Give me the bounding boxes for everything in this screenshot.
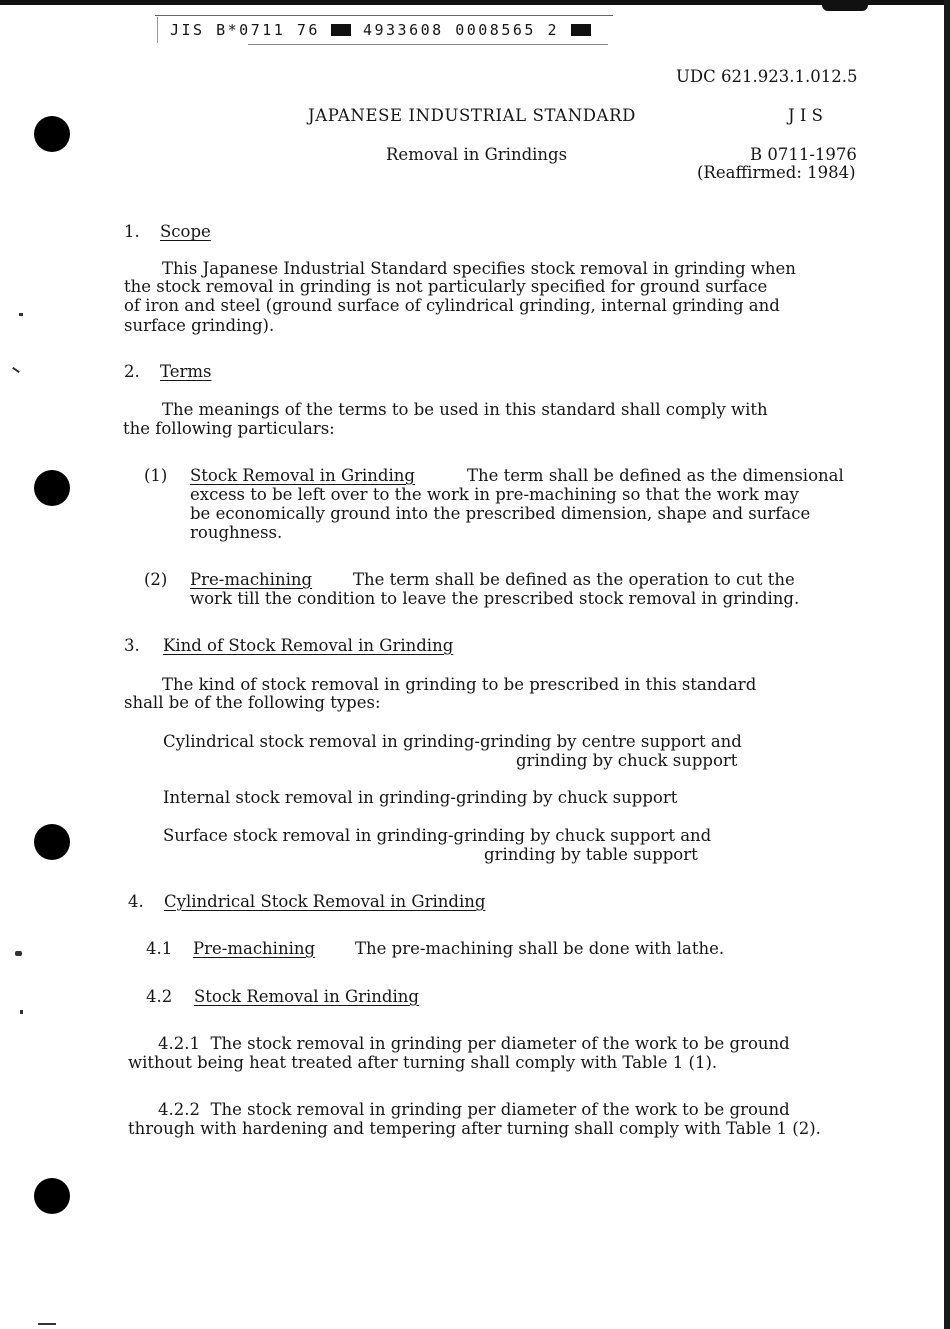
term-1-line-3: be economically ground into the prescribed dimension, shape and surface bbox=[190, 504, 811, 523]
binder-hole bbox=[34, 1178, 70, 1214]
section-2-line-2: the following particulars: bbox=[123, 419, 335, 438]
type-surface-cont: grinding by table support bbox=[484, 845, 698, 864]
term-1-line-4: roughness. bbox=[190, 523, 283, 542]
section-2-title: Terms bbox=[160, 362, 212, 381]
clause-4-2-1-line-2: without being heat treated after turning shall comply with Table 1 (1). bbox=[128, 1053, 718, 1072]
section-3-line-1: The kind of stock removal in grinding to be prescribed in this standard bbox=[162, 675, 757, 694]
subsection-4-1-number: 4.1 bbox=[146, 939, 173, 958]
term-1-name: Stock Removal in Grinding bbox=[190, 466, 415, 485]
code-strip-rule-top bbox=[155, 15, 613, 16]
right-scan-border bbox=[944, 0, 950, 1329]
document-number: B 0711-1976 bbox=[750, 145, 857, 164]
reaffirmed-note: (Reaffirmed: 1984) bbox=[697, 163, 856, 182]
section-1-number: 1. bbox=[124, 222, 140, 241]
type-surface: Surface stock removal in grinding-grinding by chuck support and bbox=[163, 826, 712, 845]
clause-4-2-1-line-1: 4.2.1 The stock removal in grinding per diameter of the work to be ground bbox=[158, 1034, 790, 1053]
scan-speck bbox=[12, 367, 20, 373]
subsection-4-2-title: Stock Removal in Grinding bbox=[194, 987, 419, 1006]
term-2-line-2: work till the condition to leave the prescribed stock removal in grinding. bbox=[190, 589, 800, 608]
block-mark-icon bbox=[331, 24, 351, 36]
binder-hole bbox=[34, 116, 70, 152]
section-2-number: 2. bbox=[124, 362, 140, 381]
scan-speck bbox=[38, 1323, 56, 1325]
binder-hole bbox=[34, 824, 70, 860]
term-2-number: (2) bbox=[144, 570, 168, 589]
top-right-mark bbox=[822, 5, 868, 11]
type-cylindrical: Cylindrical stock removal in grinding-grinding by centre support and bbox=[163, 732, 742, 751]
code-strip bbox=[170, 21, 591, 41]
term-1-number: (1) bbox=[144, 466, 168, 485]
section-2-line-1: The meanings of the terms to be used in this standard shall comply with bbox=[162, 400, 768, 419]
term-1-line-1: The term shall be defined as the dimensional bbox=[467, 466, 844, 485]
scan-speck bbox=[19, 313, 23, 316]
section-4-number: 4. bbox=[128, 892, 144, 911]
section-4-title: Cylindrical Stock Removal in Grinding bbox=[164, 892, 486, 911]
code-strip-rule-left bbox=[157, 17, 158, 43]
code-strip-rule-bottom bbox=[248, 44, 608, 45]
document-title: Removal in Grindings bbox=[386, 145, 568, 164]
code-left: JIS B*0711 76 bbox=[170, 21, 320, 39]
subsection-4-1-title: Pre-machining bbox=[193, 939, 316, 958]
section-1-line-4: surface grinding). bbox=[124, 316, 275, 335]
section-1-line-2: the stock removal in grinding is not particularly specified for ground surface bbox=[124, 277, 768, 296]
section-1-line-3: of iron and steel (ground surface of cylindrical grinding, internal grinding and bbox=[124, 296, 780, 315]
jis-mark: J I S bbox=[788, 106, 823, 125]
binder-hole bbox=[34, 470, 70, 506]
scan-speck bbox=[15, 951, 22, 956]
clause-4-2-2-line-2: through with hardening and tempering after turning shall comply with Table 1 (2). bbox=[128, 1119, 821, 1138]
code-mid: 4933608 0008565 2 bbox=[362, 21, 559, 39]
section-3-line-2: shall be of the following types: bbox=[124, 693, 381, 712]
block-mark-icon bbox=[571, 24, 591, 36]
subsection-4-1-text: The pre-machining shall be done with lathe. bbox=[355, 939, 725, 958]
subsection-4-2-number: 4.2 bbox=[146, 987, 173, 1006]
section-1-title: Scope bbox=[160, 222, 211, 241]
clause-4-2-2-line-1: 4.2.2 The stock removal in grinding per diameter of the work to be ground bbox=[158, 1100, 790, 1119]
udc-number: UDC 621.923.1.012.5 bbox=[676, 67, 858, 86]
term-2-line-1: The term shall be defined as the operation to cut the bbox=[353, 570, 795, 589]
section-3-title: Kind of Stock Removal in Grinding bbox=[163, 636, 454, 655]
section-1-line-1: This Japanese Industrial Standard specifies stock removal in grinding when bbox=[162, 259, 796, 278]
top-scan-border bbox=[0, 0, 950, 5]
type-cylindrical-cont: grinding by chuck support bbox=[516, 751, 738, 770]
term-1-line-2: excess to be left over to the work in pre-machining so that the work may bbox=[190, 485, 799, 504]
scan-speck bbox=[20, 1010, 23, 1014]
organization-title: JAPANESE INDUSTRIAL STANDARD bbox=[308, 106, 636, 125]
type-internal: Internal stock removal in grinding-grinding by chuck support bbox=[163, 788, 678, 807]
section-3-number: 3. bbox=[124, 636, 140, 655]
term-2-name: Pre-machining bbox=[190, 570, 313, 589]
